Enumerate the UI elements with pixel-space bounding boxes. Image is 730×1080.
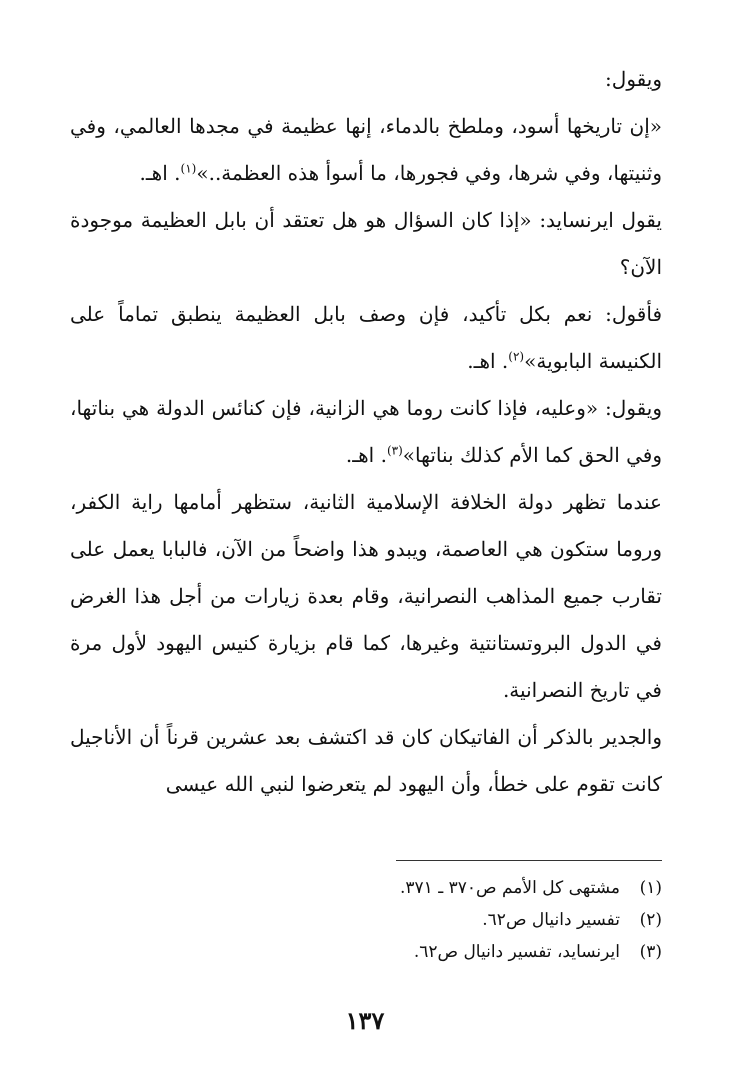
footnotes (70, 872, 662, 968)
footnote-text: مشتهى كل الأمم ص٣٧٠ ـ ٣٧١. (400, 878, 620, 898)
footnote-number: (٢) (639, 910, 662, 930)
page-number: ١٣٧ (345, 1006, 385, 1035)
footnote-text: ايرنسايد، تفسير دانيال ص٦٢. (413, 942, 620, 962)
footnote-item (70, 904, 662, 936)
paragraph-6: عندما تظهر دولة الخلافة الإسلامية الثانية، ستظهر أمامها راية الكفر، وروما ستكون هي العاصمة، ويبدو هذا واضحاً من الآن، فالبابا يعمل على تقارب جميع المذاهب النصرانية، وقام بعدة زيارات من أجل هذا الغرض في الدول البروتستانتية وغيرها، كما قام بزيارة كنيس اليهود لأول مرة في تاريخ النصرانية. (70, 490, 662, 702)
paragraph-5 (70, 385, 662, 479)
quote-text: «إن تاريخها أسود، وملطخ بالدماء، إنها عظيمة في مجدها العالمي، وفي وثنيتها، وفي شرها، وفي فجورها، ما أسوأ هذه العظمة..» (70, 114, 663, 185)
quote-text: فأقول: نعم بكل تأكيد، فإن وصف بابل العظيمة ينطبق تماماً على الكنيسة البابوية» (70, 302, 662, 373)
footnote-item (70, 872, 662, 904)
paragraph-2 (70, 103, 662, 197)
footnote-number: (٣) (639, 942, 662, 962)
footnote-number: (١) (639, 878, 662, 898)
footnote-ref-1: (١) (180, 161, 197, 176)
footnote-ref-3: (٣) (386, 443, 403, 458)
footnote-divider (396, 860, 662, 861)
footnote-text: تفسير دانيال ص٦٢. (482, 910, 620, 930)
quote-suffix: . اهـ. (139, 161, 181, 185)
main-text (70, 56, 662, 808)
quote-text: ويقول: «وعليه، فإذا كانت روما هي الزانية، فإن كنائس الدولة هي بناتها، وفي الحق كما الأم كذلك بناتها» (70, 396, 662, 467)
paragraph-1: ويقول: (605, 67, 662, 91)
quote-suffix: . اهـ. (467, 349, 509, 373)
paragraph-4 (70, 291, 662, 385)
footnote-item (70, 936, 662, 968)
footnote-ref-2: (٢) (508, 349, 525, 364)
paragraph-7: والجدير بالذكر أن الفاتيكان كان قد اكتشف بعد عشرين قرناً أن الأناجيل كانت تقوم على خطأ، وأن اليهود لم يتعرضوا لنبي الله عيسى (70, 725, 662, 796)
quote-suffix: . اهـ. (345, 443, 387, 467)
paragraph-3: يقول ايرنسايد: «إذا كان السؤال هو هل تعتقد أن بابل العظيمة موجودة الآن؟ (70, 208, 662, 279)
